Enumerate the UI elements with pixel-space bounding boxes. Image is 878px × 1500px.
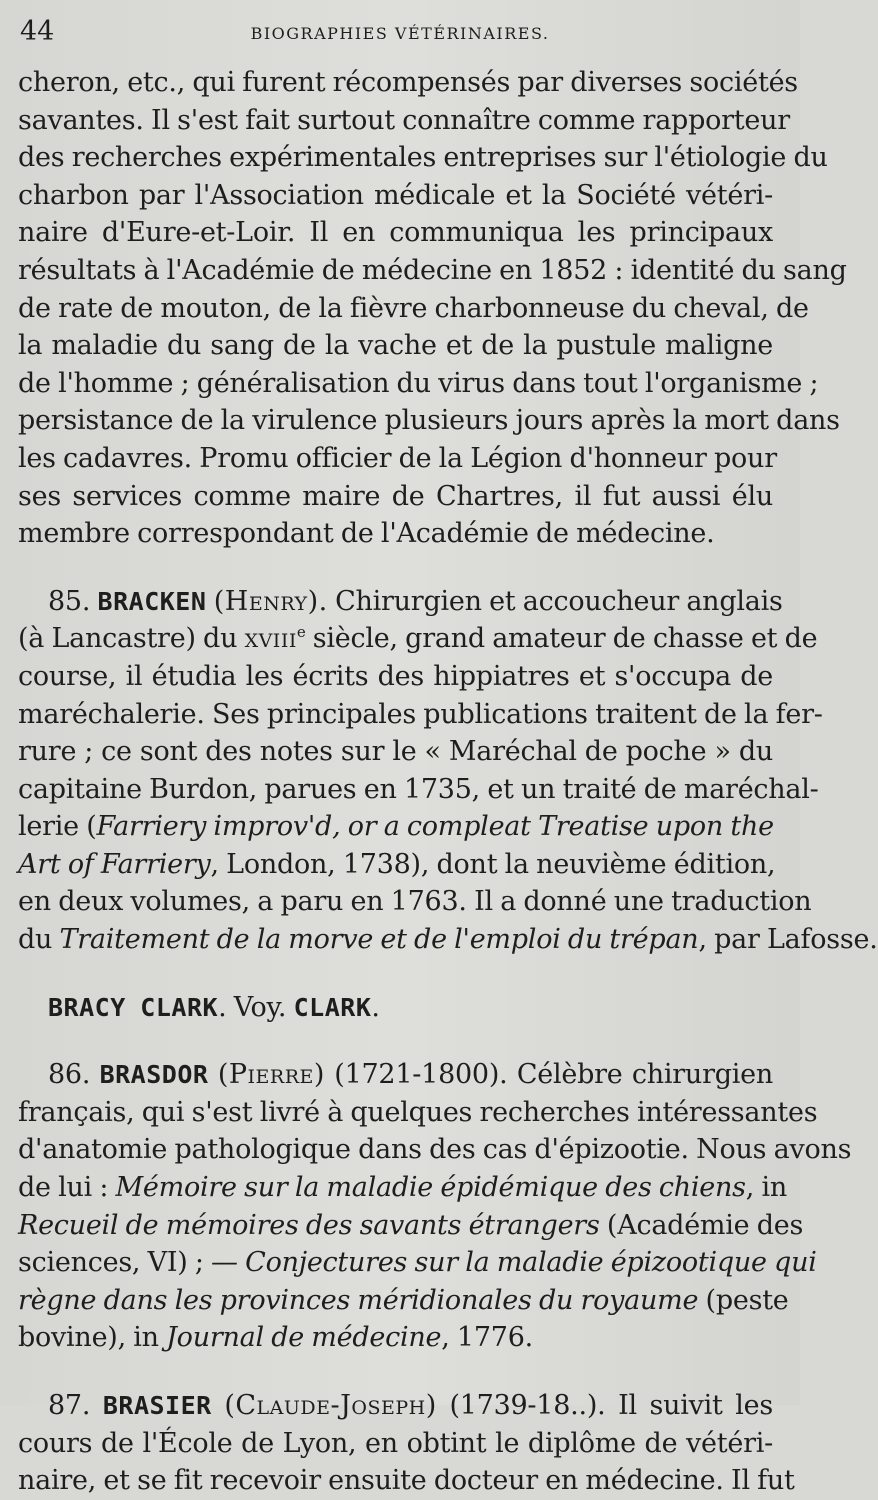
text-line: savantes. Il s'est fait surtout connaître comme rapporteur — [18, 104, 790, 136]
text-line — [18, 1282, 789, 1320]
text-line: persistance de la virulence plusieurs jours après la mort dans — [18, 405, 840, 437]
running-title: BIOGRAPHIES VÉTÉRINAIRES. — [250, 24, 550, 43]
text-span: siècle, grand amateur de chasse et de — [305, 623, 818, 655]
text-line — [18, 1244, 817, 1282]
text-line — [18, 808, 773, 846]
cross-ref-voy: . Voy. — [218, 991, 294, 1023]
entry-heading-line — [18, 583, 783, 621]
paragraph-gap — [18, 553, 773, 583]
text-line: les cadavres. Promu officier de la Légion d'honneur pour — [18, 442, 777, 474]
entry-surname: BRASIER — [102, 1391, 212, 1420]
text-span: , par Lafosse. — [698, 924, 878, 956]
entry-number: 86. — [48, 1059, 91, 1091]
text-line: en deux volumes, a paru en 1763. Il a donné une traduction — [18, 886, 812, 918]
book-title: Recueil de mémoires des savants étrangers — [18, 1209, 600, 1241]
text-line: charbon par l'Association médicale et la Société vétéri- — [18, 179, 773, 211]
text-span: (1739-18..). Il suivit les — [449, 1390, 773, 1421]
text-span: , 1776. — [441, 1322, 533, 1354]
text-line: membre correspondant de l'Académie de médecine. — [18, 518, 715, 550]
text-line: rure ; ce sont des notes sur le « Maréchal de poche » du — [18, 736, 773, 768]
entry-heading-line — [18, 1056, 773, 1094]
text-line: ses services comme maire de Chartres, il fut aussi élu — [18, 480, 773, 512]
entry-heading-line — [18, 1387, 773, 1425]
text-span: de lui : — [18, 1172, 116, 1204]
text-line — [18, 1319, 773, 1357]
text-line: d'anatomie pathologique dans des cas d'épizootie. Nous avons — [18, 1134, 852, 1166]
page-body — [18, 64, 878, 1500]
text-span: (peste — [698, 1284, 789, 1316]
text-span: , London, 1738), dont la neuvième édition, — [210, 848, 776, 880]
paragraph-gap — [18, 1357, 773, 1387]
page-header — [18, 16, 782, 56]
entry-86-brasdor — [18, 1056, 852, 1357]
text-line: cheron, etc., qui furent récompensés par diverses sociétés — [18, 67, 798, 98]
book-title: règne dans les provinces méridionales du royaume — [18, 1284, 699, 1316]
book-title: Conjectures sur la maladie épizootique qui — [245, 1247, 817, 1279]
book-title: Mémoire sur la maladie épidémique des chiens — [115, 1172, 746, 1204]
text-span: . — [371, 991, 380, 1023]
text-line: de rate de mouton, de la fièvre charbonneuse du cheval, de — [18, 292, 809, 324]
entry-surname: BRASDOR — [99, 1060, 209, 1090]
text-line — [18, 620, 818, 658]
entry-surname: BRACKEN — [97, 586, 207, 616]
cross-ref-target: CLARK — [293, 992, 372, 1022]
text-line: des recherches expérimentales entreprises sur l'étiologie du — [18, 142, 828, 174]
century-superscript: e — [296, 623, 306, 642]
entry-87-brasier — [18, 1387, 795, 1500]
text-line — [18, 846, 776, 884]
page-number: 44 — [20, 16, 55, 47]
text-span: , in — [745, 1172, 787, 1204]
book-title: Art of Farriery — [18, 848, 211, 880]
text-line: cours de l'École de Lyon, en obtint le diplôme de vétéri- — [18, 1427, 773, 1459]
text-line — [18, 1207, 804, 1245]
book-title: Traitement de la morve et de l'emploi du trépan — [59, 924, 699, 956]
text-span: sciences, VI) ; — — [18, 1247, 246, 1279]
text-line — [18, 921, 878, 959]
text-span: bovine), in — [18, 1322, 167, 1354]
text-span: du — [18, 924, 60, 956]
text-line: de l'homme ; généralisation du virus dans tout l'organisme ; — [18, 367, 819, 399]
book-title: Farriery improv'd, or a compleat Treatise upon the — [96, 811, 774, 843]
entry-85-bracken — [18, 583, 878, 959]
text-line: naire, et se fit recevoir ensuite docteur en médecine. Il fut — [18, 1465, 795, 1497]
journal-title: Journal de médecine — [166, 1322, 442, 1354]
text-line — [18, 1169, 787, 1207]
text-span: (1721-1800). Célèbre chirurgien — [334, 1059, 774, 1091]
text-line: maréchalerie. Ses principales publications traitent de la fer- — [18, 698, 823, 730]
entry-forename: (Henry). — [213, 585, 328, 617]
text-span: (à Lancastre) du — [18, 623, 245, 655]
text-line: la maladie du sang de la vache et de la pustule maligne — [18, 330, 773, 362]
entry-continued — [18, 64, 847, 553]
text-line: capitaine Burdon, parues en 1735, et un traité de maréchal- — [18, 773, 819, 805]
text-span: lerie ( — [18, 811, 97, 843]
paragraph-gap — [18, 1026, 773, 1056]
entry-forename: (Claude-Joseph) — [224, 1390, 437, 1421]
text-line: course, il étudia les écrits des hippiatres et s'occupa de — [18, 660, 773, 692]
text-span: Chirurgien et accoucheur anglais — [335, 585, 783, 617]
text-line: naire d'Eure-et-Loir. Il en communiqua les principaux — [18, 217, 773, 249]
text-span: (Académie des — [599, 1209, 804, 1241]
cross-reference — [18, 989, 773, 1027]
entry-number: 85. — [48, 585, 91, 617]
paragraph-gap — [18, 959, 773, 989]
cross-ref-name: BRACY CLARK — [48, 992, 219, 1022]
entry-forename: (Pierre) — [217, 1059, 325, 1091]
century-numeral: xviii — [244, 623, 297, 655]
text-line: français, qui s'est livré à quelques recherches intéressantes — [18, 1096, 818, 1128]
entry-number: 87. — [48, 1390, 91, 1421]
text-line: résultats à l'Académie de médecine en 1852 : identité du sang — [18, 254, 847, 286]
